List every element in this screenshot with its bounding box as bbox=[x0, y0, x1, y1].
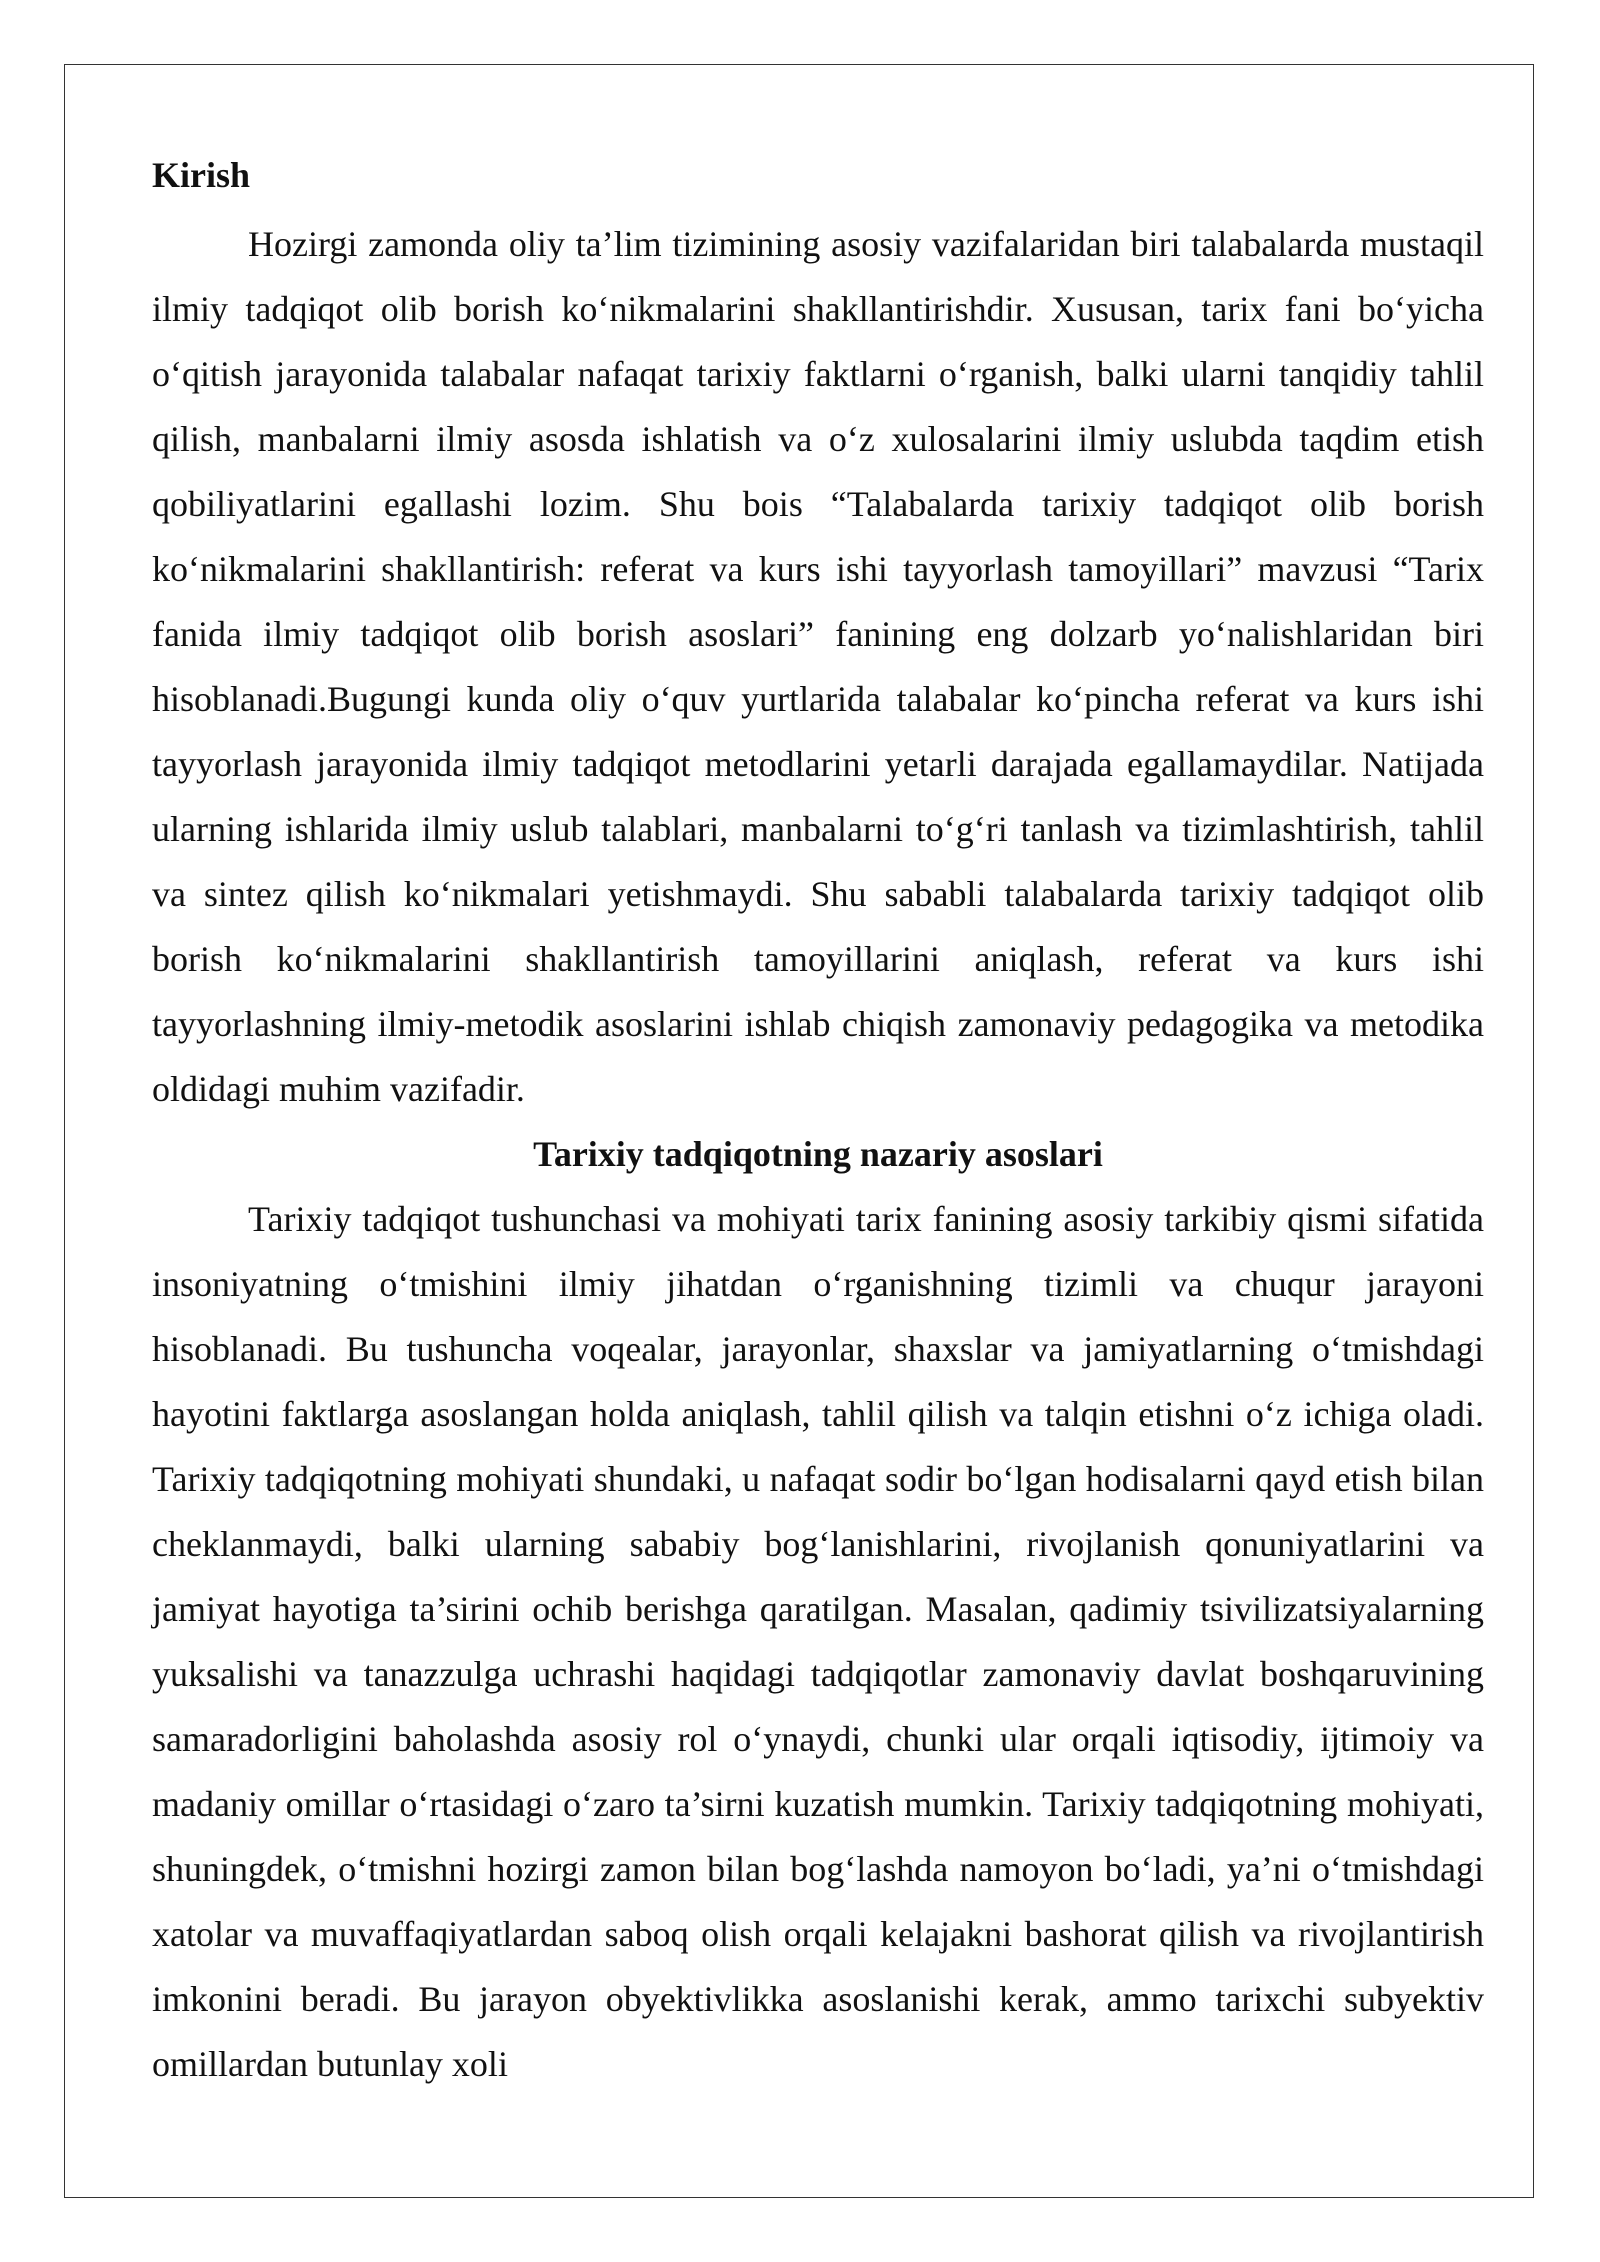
section-heading-kirish: Kirish bbox=[152, 155, 251, 195]
theory-paragraph: Tarixiy tadqiqot tushunchasi va mohiyati tarix fanining asosiy tarkibiy qismi sifatida insoniyatning o‘tmishini ilmiy jihatdan o‘rganishning tizimli va chuqur jarayoni hisoblanadi. Bu tushuncha voqealar, jarayonlar, shaxslar va jamiyatlarning o‘tmishdagi hayotini faktlarga asoslangan holda aniqlash, tahlil qilish va talqin etishni o‘z ichiga oladi. Tarixiy tadqiqotning mohiyati shundaki, u nafaqat sodir bo‘lgan hodisalarni qayd etish bilan cheklanmaydi, balki ularning sababiy bog‘lanishlarini, rivojlanish qonuniyatlarini va jamiyat hayotiga ta’sirini ochib berishga qaratilgan. Masalan, qadimiy tsivilizatsiyalarning yuksalishi va tanazzulga uchrashi haqidagi tadqiqotlar zamonaviy davlat boshqaruvining samaradorligini baholashda asosiy rol o‘ynaydi, chunki ular orqali iqtisodiy, ijtimoiy va madaniy omillar o‘rtasidagi o‘zaro ta’sirni kuzatish mumkin. Tarixiy tadqiqotning mohiyati, shuningdek, o‘tmishni hozirgi zamon bilan bog‘lashda namoyon bo‘ladi, ya’ni o‘tmishdagi xatolar va muvaffaqiyatlardan saboq olish orqali kelajakni bashorat qilish va rivojlantirish imkonini beradi. Bu jarayon obyektivlikka asoslanishi kerak, ammo tarixchi subyektiv omillardan butunlay xoli bbox=[152, 1199, 1484, 2084]
intro-paragraph: Hozirgi zamonda oliy ta’lim tizimining asosiy vazifalaridan biri talabalarda mustaqil ilmiy tadqiqot olib borish ko‘nikmalarini shakllantirishdir. Xususan, tarix fani bo‘yicha o‘qitish jarayonida talabalar nafaqat tarixiy faktlarni o‘rganish, balki ularni tanqidiy tahlil qilish, manbalarni ilmiy asosda ishlatish va o‘z xulosalarini ilmiy uslubda taqdim etish qobiliyatlarini egallashi lozim. Shu bois “Talabalarda tarixiy tadqiqot olib borish ko‘nikmalarini shakllantirish: referat va kurs ishi tayyorlash tamoyillari” mavzusi “Tarix fanida ilmiy tadqiqot olib borish asoslari” fanining eng dolzarb yo‘nalishlaridan biri hisoblanadi.Bugungi kunda oliy o‘quv yurtlarida talabalar ko‘pincha referat va kurs ishi tayyorlash jarayonida ilmiy tadqiqot metodlarini yetarli darajada egallamaydilar. Natijada ularning ishlarida ilmiy uslub talablari, manbalarni to‘g‘ri tanlash va tizimlashtirish, tahlil va sintez qilish ko‘nikmalari yetishmaydi. Shu sababli talabalarda tarixiy tadqiqot olib borish ko‘nikmalarini shakllantirish tamoyillarini aniqlash, referat va kurs ishi tayyorlashning ilmiy-metodik asoslarini ishlab chiqish zamonaviy pedagogika va metodika oldidagi muhim vazifadir. bbox=[152, 224, 1484, 1109]
document-body bbox=[152, 150, 1484, 2097]
section-heading-theory: Tarixiy tadqiqotning nazariy asoslari bbox=[533, 1134, 1103, 1174]
